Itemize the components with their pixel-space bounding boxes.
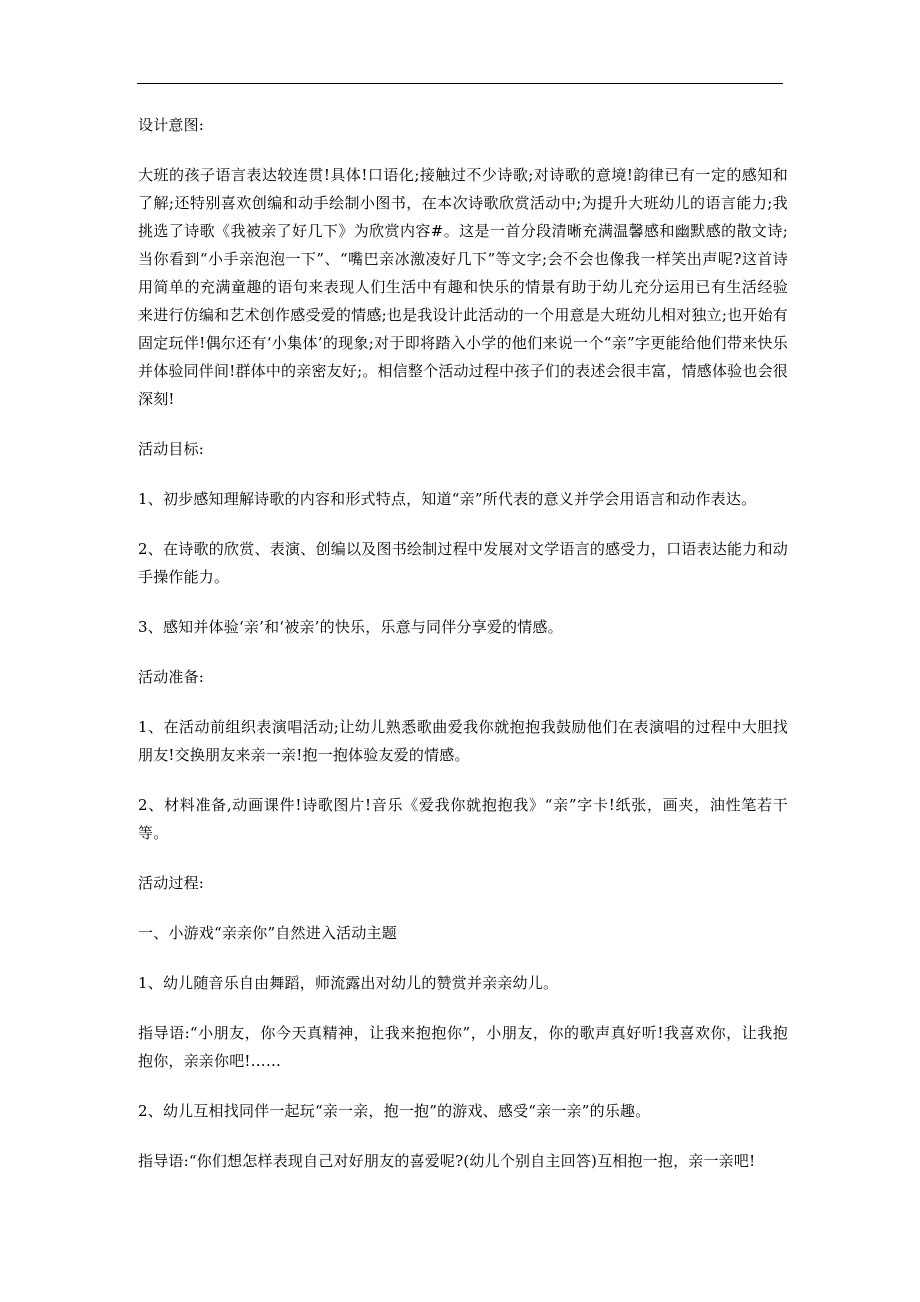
process-step-heading-1: 一、小游戏“亲亲你”自然进入活动主题: [138, 924, 397, 942]
preparation-item-1: 1、在活动前组织表演唱活动;让幼儿熟悉歌曲爱我你就抱抱我鼓励他们在表演唱的过程中大胆找朋友!交换朋友来亲一亲!抱一抱体验友爱的情感。: [138, 718, 788, 764]
section-heading-design-intent: 设计意图:: [138, 116, 205, 134]
preparation-item-2: 2、材料准备,动画课件!诗歌图片!音乐《爱我你就抱抱我》“亲”字卡!纸张，画夹，油性笔若干等。: [138, 796, 788, 842]
process-item-1: 1、幼儿随音乐自由舞蹈，师流露出对幼儿的赞赏并亲亲幼儿。: [138, 974, 559, 992]
paragraph-design-intent: 大班的孩子语言表达较连贯!具体!口语化;接触过不少诗歌;对诗歌的意境!韵律已有一定的感知和了解;还特别喜欢创编和动手绘制小图书，在本次诗歌欣赏活动中;为提升大班幼儿的语言能力;我挑选了诗歌《我被亲了好几下》为欣赏内容#。这是一首分段清晰充满温馨感和幽默感的散文诗;当你看到“小手亲泡泡一下”、“嘴巴亲冰激凌好几下”等文字;会不会也像我一样笑出声呢?这首诗用简单的充满童趣的语句来表现人们生活中有趣和快乐的情景有助于幼儿充分运用已有生活经验来进行仿编和艺术创作感受爱的情感;也是我设计此活动的一个用意是大班幼儿相对独立;也开始有固定玩伴!偶尔还有‘小集体’的现象;对于即将踏入小学的他们来说一个“亲”字更能给他们带来快乐并体验同伴间!群体中的亲密友好;。相信整个活动过程中孩子们的表述会很丰富，情感体验也会很深刻!: [138, 166, 788, 408]
header-rule: [137, 83, 783, 84]
goal-item-3: 3、感知并体验‘亲’和‘被亲’的快乐，乐意与同伴分享爱的情感。: [138, 618, 563, 636]
section-heading-preparation: 活动准备:: [138, 668, 205, 686]
document-body: [138, 111, 788, 1175]
process-item-2: 2、幼儿互相找同伴一起玩“亲一亲，抱一抱”的游戏、感受“亲一亲”的乐趣。: [138, 1102, 651, 1120]
section-heading-goals: 活动目标:: [138, 440, 205, 458]
goal-item-2: 2、在诗歌的欣赏、表演、创编以及图书绘制过程中发展对文学语言的感受力，口语表达能力和动手操作能力。: [138, 540, 788, 586]
goal-item-1: 1、初步感知理解诗歌的内容和形式特点，知道“亲”所代表的意义并学会用语言和动作表达。: [138, 490, 757, 508]
guidance-text-1: 指导语:“小朋友，你今天真精神，让我来抱抱你”，小朋友，你的歌声真好听!我喜欢你，让我抱抱你，亲亲你吧!……: [138, 1024, 788, 1070]
guidance-text-2: 指导语:“你们想怎样表现自己对好朋友的喜爱呢?(幼儿个别自主回答)互相抱一抱，亲一亲吧!: [138, 1152, 756, 1170]
section-heading-process: 活动过程:: [138, 874, 205, 892]
